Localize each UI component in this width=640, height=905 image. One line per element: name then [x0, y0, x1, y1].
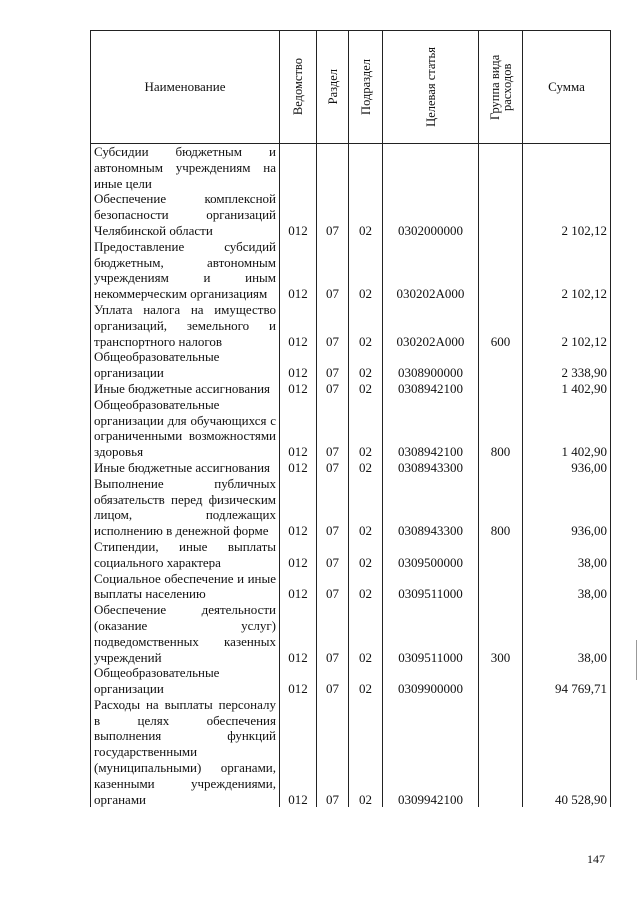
row-gruppa [479, 191, 523, 238]
row-cel: 030202А000 [383, 239, 479, 302]
row-ved: 012 [280, 602, 317, 665]
row-cel [383, 144, 479, 192]
row-cel: 0309900000 [383, 665, 479, 697]
row-ved: 012 [280, 191, 317, 238]
row-razdel: 07 [317, 460, 349, 476]
row-summa: 2 338,90 [523, 349, 611, 381]
table-row [91, 476, 611, 539]
row-podrazdel: 02 [349, 302, 383, 349]
row-summa: 38,00 [523, 539, 611, 571]
table-row [91, 571, 611, 603]
row-summa: 1 402,90 [523, 381, 611, 397]
row-cel: 0309511000 [383, 571, 479, 603]
row-name: Предоставление субсидий бюджетным, автономным учреждениям и иным некоммерческим организациям [91, 239, 280, 302]
row-ved: 012 [280, 397, 317, 460]
row-name: Субсидии бюджетным и автономным учреждениям на иные цели [91, 144, 280, 192]
table-row [91, 602, 611, 665]
row-razdel: 07 [317, 602, 349, 665]
table-row [91, 397, 611, 460]
row-cel: 0308943300 [383, 476, 479, 539]
header-razdel: Раздел [325, 69, 340, 105]
row-ved: 012 [280, 349, 317, 381]
header-razdel-cell [317, 31, 349, 144]
row-podrazdel: 02 [349, 381, 383, 397]
row-ved: 012 [280, 571, 317, 603]
row-cel: 0308942100 [383, 397, 479, 460]
row-podrazdel: 02 [349, 397, 383, 460]
row-razdel: 07 [317, 349, 349, 381]
row-razdel: 07 [317, 302, 349, 349]
row-summa: 38,00 [523, 602, 611, 665]
row-podrazdel: 02 [349, 602, 383, 665]
row-podrazdel: 02 [349, 239, 383, 302]
row-gruppa [479, 144, 523, 192]
header-cel: Целевая статья [423, 47, 438, 127]
row-podrazdel: 02 [349, 476, 383, 539]
table-row [91, 539, 611, 571]
row-gruppa: 800 [479, 397, 523, 460]
table-row [91, 665, 611, 697]
row-ved: 012 [280, 665, 317, 697]
row-ved [280, 144, 317, 192]
row-podrazdel: 02 [349, 665, 383, 697]
header-podrazdel: Подраздел [358, 59, 373, 115]
page-number: 147 [587, 852, 605, 866]
row-summa: 2 102,12 [523, 191, 611, 238]
row-podrazdel: 02 [349, 460, 383, 476]
row-razdel: 07 [317, 571, 349, 603]
row-gruppa [479, 571, 523, 603]
row-summa: 1 402,90 [523, 397, 611, 460]
row-name: Иные бюджетные ассигнования [91, 460, 280, 476]
row-cel: 0309500000 [383, 539, 479, 571]
header-gruppa: Группа вида расходов [487, 54, 514, 120]
row-ved: 012 [280, 697, 317, 808]
row-ved: 012 [280, 539, 317, 571]
row-gruppa [479, 381, 523, 397]
row-razdel [317, 144, 349, 192]
row-name: Иные бюджетные ассигнования [91, 381, 280, 397]
table-row [91, 302, 611, 349]
row-name: Обеспечение комплексной безопасности организаций Челябинской области [91, 191, 280, 238]
header-gruppa-cell [479, 31, 523, 144]
row-name: Обеспечение деятельности (оказание услуг) подведомственных казенных учреждений [91, 602, 280, 665]
header-cel-cell [383, 31, 479, 144]
table-row [91, 460, 611, 476]
row-razdel: 07 [317, 476, 349, 539]
row-summa: 2 102,12 [523, 302, 611, 349]
row-gruppa [479, 239, 523, 302]
row-cel: 0308943300 [383, 460, 479, 476]
row-podrazdel: 02 [349, 697, 383, 808]
row-name: Общеобразовательные организации [91, 349, 280, 381]
row-razdel: 07 [317, 539, 349, 571]
row-ved: 012 [280, 302, 317, 349]
table-header [91, 31, 611, 144]
row-gruppa [479, 539, 523, 571]
margin-mark [636, 640, 637, 680]
row-razdel: 07 [317, 397, 349, 460]
row-name: Общеобразовательные организации [91, 665, 280, 697]
header-ved-cell [280, 31, 317, 144]
row-summa: 94 769,71 [523, 665, 611, 697]
table-row [91, 239, 611, 302]
row-podrazdel [349, 144, 383, 192]
row-cel: 0302000000 [383, 191, 479, 238]
row-podrazdel: 02 [349, 571, 383, 603]
table-row [91, 191, 611, 238]
table-row [91, 349, 611, 381]
row-name: Выполнение публичных обязательств перед физическим лицом, подлежащих исполнению в денежной форме [91, 476, 280, 539]
row-name: Стипендии, иные выплаты социального характера [91, 539, 280, 571]
row-gruppa: 300 [479, 602, 523, 665]
row-ved: 012 [280, 476, 317, 539]
row-gruppa [479, 665, 523, 697]
row-ved: 012 [280, 381, 317, 397]
row-name: Расходы на выплаты персоналу в целях обеспечения выполнения функций государственными (муниципальными) органами, казенными учреждениями, органами [91, 697, 280, 808]
table-row [91, 697, 611, 808]
row-gruppa: 600 [479, 302, 523, 349]
row-razdel: 07 [317, 239, 349, 302]
budget-table [90, 30, 611, 807]
row-razdel: 07 [317, 697, 349, 808]
header-ved: Ведомство [291, 58, 305, 116]
table-body [91, 144, 611, 808]
row-summa: 936,00 [523, 476, 611, 539]
row-gruppa [479, 697, 523, 808]
row-name: Социальное обеспечение и иные выплаты населению [91, 571, 280, 603]
row-podrazdel: 02 [349, 539, 383, 571]
table-row [91, 144, 611, 192]
row-ved: 012 [280, 460, 317, 476]
row-cel: 0308942100 [383, 381, 479, 397]
row-podrazdel: 02 [349, 349, 383, 381]
row-gruppa [479, 460, 523, 476]
row-cel: 030202А000 [383, 302, 479, 349]
row-summa: 38,00 [523, 571, 611, 603]
row-razdel: 07 [317, 191, 349, 238]
row-cel: 0308900000 [383, 349, 479, 381]
row-podrazdel: 02 [349, 191, 383, 238]
row-summa: 936,00 [523, 460, 611, 476]
row-cel: 0309511000 [383, 602, 479, 665]
row-ved: 012 [280, 239, 317, 302]
row-summa [523, 144, 611, 192]
row-gruppa: 800 [479, 476, 523, 539]
row-cel: 0309942100 [383, 697, 479, 808]
header-summa: Сумма [523, 31, 611, 144]
table-row [91, 381, 611, 397]
row-name: Уплата налога на имущество организаций, земельного и транспортного налогов [91, 302, 280, 349]
row-gruppa [479, 349, 523, 381]
header-podrazdel-cell [349, 31, 383, 144]
header-name: Наименование [91, 31, 280, 144]
row-razdel: 07 [317, 665, 349, 697]
row-name: Общеобразовательные организации для обучающихся с ограниченными возможностями здоровья [91, 397, 280, 460]
row-summa: 2 102,12 [523, 239, 611, 302]
row-summa: 40 528,90 [523, 697, 611, 808]
row-razdel: 07 [317, 381, 349, 397]
